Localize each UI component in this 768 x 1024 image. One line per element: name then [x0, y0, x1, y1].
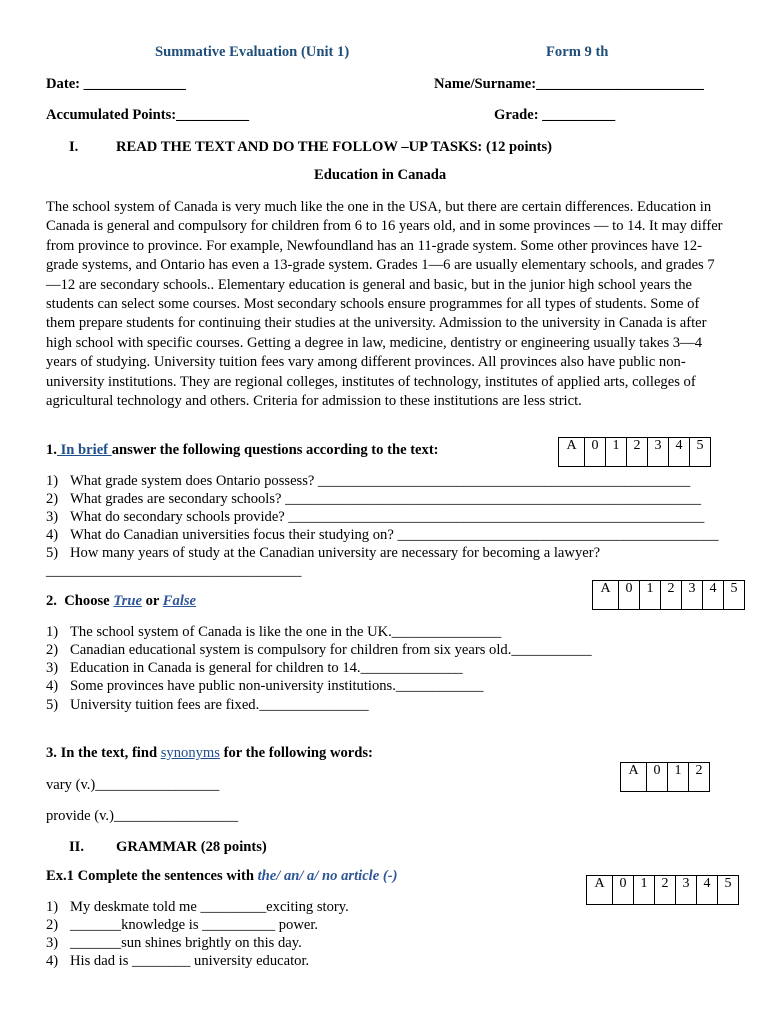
task-instruction: answer the following questions according to the text:	[111, 442, 439, 458]
task-heading	[46, 745, 373, 762]
points-field: Accumulated Points:__________	[46, 107, 250, 123]
score-grid	[586, 875, 739, 905]
task-instruction-end: for the following words:	[223, 745, 373, 761]
item-number: 4)	[46, 678, 59, 694]
false-option: False	[162, 593, 197, 609]
score-cell: 0	[585, 438, 606, 467]
task-number: 3.	[46, 745, 57, 761]
exercise-options: the/ an/ a/ no article (-)	[257, 868, 398, 884]
exercise-instruction: Ex.1 Complete the sentences with	[46, 868, 254, 884]
item-text: _______sun shines brightly on this day.	[70, 935, 302, 951]
score-cell: A	[593, 581, 619, 610]
item-text: What grade system does Ontario possess? ___________________________________________________	[70, 473, 691, 489]
score-cell: 3	[682, 581, 703, 610]
item-text: What grades are secondary schools? _________________________________________________________	[70, 491, 702, 507]
score-cell: 1	[640, 581, 661, 610]
item-number: 2)	[46, 917, 59, 933]
item-number: 3)	[46, 935, 59, 951]
synonym-field: vary (v.)_________________	[46, 777, 220, 793]
item-number: 3)	[46, 509, 59, 525]
score-cell: 1	[668, 763, 689, 792]
score-cell: 5	[724, 581, 745, 610]
exercise-heading	[46, 868, 397, 885]
grade-field: Grade: __________	[494, 107, 616, 123]
section-heading: GRAMMAR (28 points)	[116, 839, 267, 855]
score-cell: 4	[703, 581, 724, 610]
item-text: What do secondary schools provide? _________________________________________________________	[70, 509, 705, 525]
true-option: True	[113, 593, 142, 609]
answer-line: ___________________________________	[46, 563, 302, 579]
score-cell: 0	[613, 876, 634, 905]
synonym-field: provide (v.)_________________	[46, 808, 238, 824]
item-text: My deskmate told me _________exciting story.	[70, 899, 349, 915]
item-number: 1)	[46, 899, 59, 915]
section-number: II.	[69, 839, 85, 855]
score-cell: A	[587, 876, 613, 905]
item-number: 4)	[46, 953, 59, 969]
item-number: 1)	[46, 473, 59, 489]
item-text: Some provinces have public non-university institutions.____________	[70, 678, 484, 694]
score-cell: 5	[718, 876, 739, 905]
score-grid	[558, 437, 711, 467]
task-heading	[46, 593, 196, 610]
score-cell: 2	[655, 876, 676, 905]
text-title: Education in Canada	[314, 167, 447, 183]
task-heading	[46, 442, 439, 459]
item-number: 4)	[46, 527, 59, 543]
item-number: 2)	[46, 491, 59, 507]
item-text: Education in Canada is general for children to 14.______________	[70, 660, 463, 676]
score-cell: 2	[627, 438, 648, 467]
score-cell: 4	[669, 438, 690, 467]
or-word: or	[145, 593, 160, 609]
form-label: Form 9 th	[546, 44, 609, 60]
item-text: The school system of Canada is like the one in the UK._______________	[70, 624, 502, 640]
task-instruction: In the text, find	[60, 745, 158, 761]
item-text: University tuition fees are fixed._______________	[70, 697, 369, 713]
task-number: 1.	[46, 442, 57, 458]
score-cell: 4	[697, 876, 718, 905]
worksheet-title: Summative Evaluation (Unit 1)	[155, 44, 350, 60]
score-cell: A	[621, 763, 647, 792]
task-keyword: synonyms	[160, 745, 220, 761]
reading-text: The school system of Canada is very much like the one in the USA, but there are certain differences. Education in Canada is general and compulsory for children from 6 to 16 years old, and in some provinces — to 14. It may differ from province to province. For example, Newfoundland has an 11-grade system. Some other provinces have 12-grade systems, and Ontario has even a 13-grade system. Grades 1—6 are usually elementary schools, and grades 7—12 are secondary schools.. Elementary education is general and basic, but in the junior high school years the students can select some courses. Most secondary schools ensure programmes for all types of students. Some of them prepare students for continuing their studies at the university. Admission to the university in Canada is after high school with specific courses. Getting a degree in law, medicine, dentistry or engineering usually takes 3—4 years of studying. University tuition fees vary among different provinces. All provinces also have public non-university institutions. They are regional colleges, institutes of technology, institutes of applied arts, colleges of agricultural technology and others. Criteria for admission to these institutions are less strict.	[46, 199, 723, 410]
task-instruction: Choose	[64, 593, 110, 609]
section-heading: READ THE TEXT AND DO THE FOLLOW –UP TASKS: (12 points)	[116, 139, 553, 155]
task-number: 2.	[46, 593, 57, 609]
item-number: 2)	[46, 642, 59, 658]
score-cell: 0	[647, 763, 668, 792]
score-cell: 2	[689, 763, 710, 792]
date-field: Date: ______________	[46, 76, 186, 92]
item-text: His dad is ________ university educator.	[70, 953, 310, 969]
task-keyword: In brief	[56, 442, 112, 458]
item-number: 5)	[46, 545, 59, 561]
score-cell: 3	[648, 438, 669, 467]
score-grid	[620, 762, 710, 792]
item-number: 1)	[46, 624, 59, 640]
item-text: What do Canadian universities focus their studying on? ____________________________________________	[70, 527, 719, 543]
item-number: 3)	[46, 660, 59, 676]
score-cell: 0	[619, 581, 640, 610]
score-cell: 2	[661, 581, 682, 610]
score-cell: A	[559, 438, 585, 467]
score-cell: 5	[690, 438, 711, 467]
item-text: How many years of study at the Canadian university are necessary for becoming a lawyer?	[70, 545, 601, 561]
score-cell: 3	[676, 876, 697, 905]
item-number: 5)	[46, 697, 59, 713]
section-number: I.	[69, 139, 79, 155]
item-text: Canadian educational system is compulsory for children from six years old.___________	[70, 642, 592, 658]
name-field: Name/Surname:_______________________	[434, 76, 704, 92]
item-text: _______knowledge is __________ power.	[70, 917, 319, 933]
score-cell: 1	[606, 438, 627, 467]
score-cell: 1	[634, 876, 655, 905]
score-grid	[592, 580, 745, 610]
